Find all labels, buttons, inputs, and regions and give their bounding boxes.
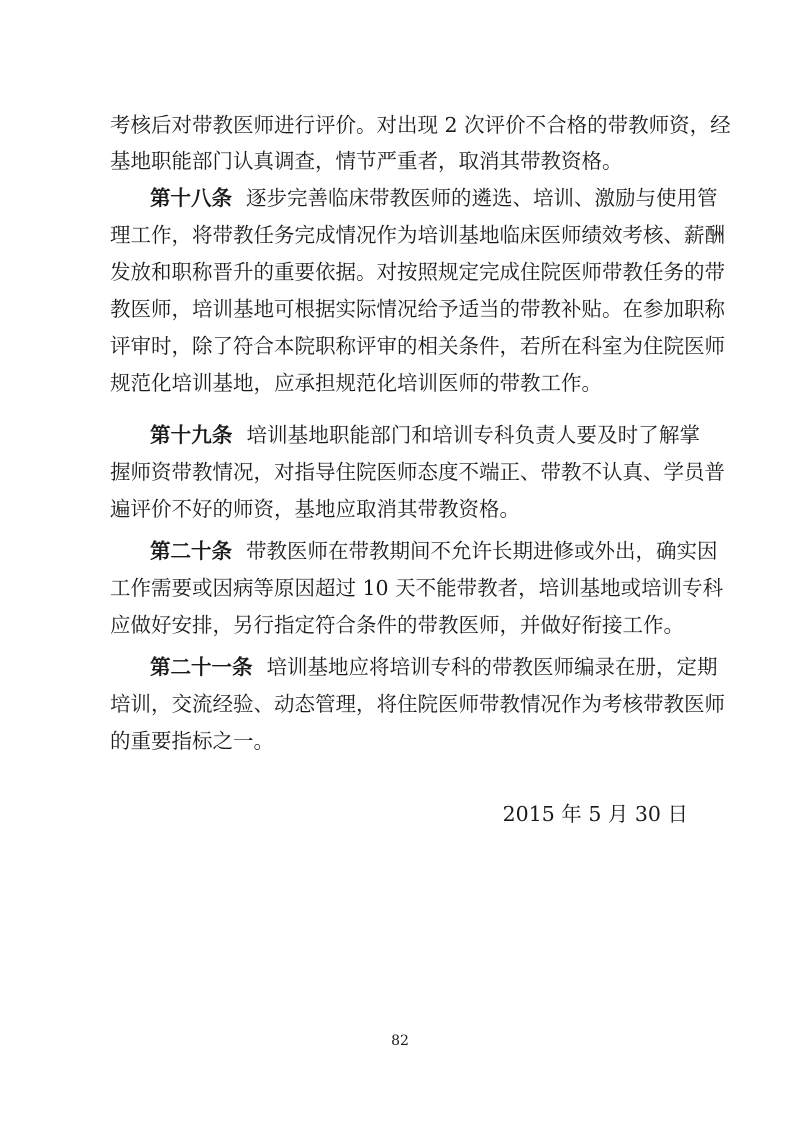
- paragraph-line: 握师资带教情况，对指导住院医师态度不端正、带教不认真、学员普: [110, 460, 725, 484]
- article-heading: 第十八条: [150, 186, 232, 210]
- page-number: 82: [391, 1033, 409, 1049]
- article-heading: 第二十一条: [150, 655, 253, 679]
- article-20-first-line: [150, 536, 718, 566]
- document-date: 2015 年 5 月 30 日: [502, 802, 688, 826]
- paragraph-line: 发放和职称晋升的重要依据。对按照规定完成住院医师带教任务的带: [110, 260, 725, 284]
- article-text: 培训基地应将培训专科的带教医师编录在册，定期: [266, 655, 718, 679]
- paragraph-line: 基地职能部门认真调查，情节严重者，取消其带教资格。: [110, 149, 623, 173]
- article-text: 培训基地职能部门和培训专科负责人要及时了解掌: [246, 423, 701, 447]
- paragraph-line: 遍评价不好的师资，基地应取消其带教资格。: [110, 497, 520, 521]
- paragraph-line: 规范化培训基地，应承担规范化培训医师的带教工作。: [110, 371, 602, 395]
- article-19-first-line: [150, 420, 700, 450]
- article-text: 逐步完善临床带教医师的遴选、培训、激励与使用管: [246, 186, 718, 210]
- paragraph-line: 理工作，将带教任务完成情况作为培训基地临床医师绩效考核、薪酬: [110, 223, 725, 247]
- article-heading: 第二十条: [150, 539, 232, 563]
- article-text: 带教医师在带教期间不允许长期进修或外出，确实因: [246, 539, 718, 563]
- paragraph-line: 培训，交流经验、动态管理，将住院医师带教情况作为考核带教医师: [110, 692, 725, 716]
- article-18-first-line: [150, 183, 718, 213]
- paragraph-line: 教医师，培训基地可根据实际情况给予适当的带教补贴。在参加职称: [110, 297, 725, 321]
- paragraph-line: 考核后对带教医师进行评价。对出现 2 次评价不合格的带教师资，经: [110, 113, 731, 137]
- paragraph-line: 的重要指标之一。: [110, 729, 274, 753]
- article-21-first-line: [150, 652, 718, 682]
- paragraph-line: 工作需要或因病等原因超过 10 天不能带教者，培训基地或培训专科: [110, 576, 724, 600]
- paragraph-line: 应做好安排，另行指定符合条件的带教医师，并做好衔接工作。: [110, 613, 684, 637]
- paragraph-line: 评审时，除了符合本院职称评审的相关条件，若所在科室为住院医师: [110, 334, 725, 358]
- article-heading: 第十九条: [150, 423, 233, 447]
